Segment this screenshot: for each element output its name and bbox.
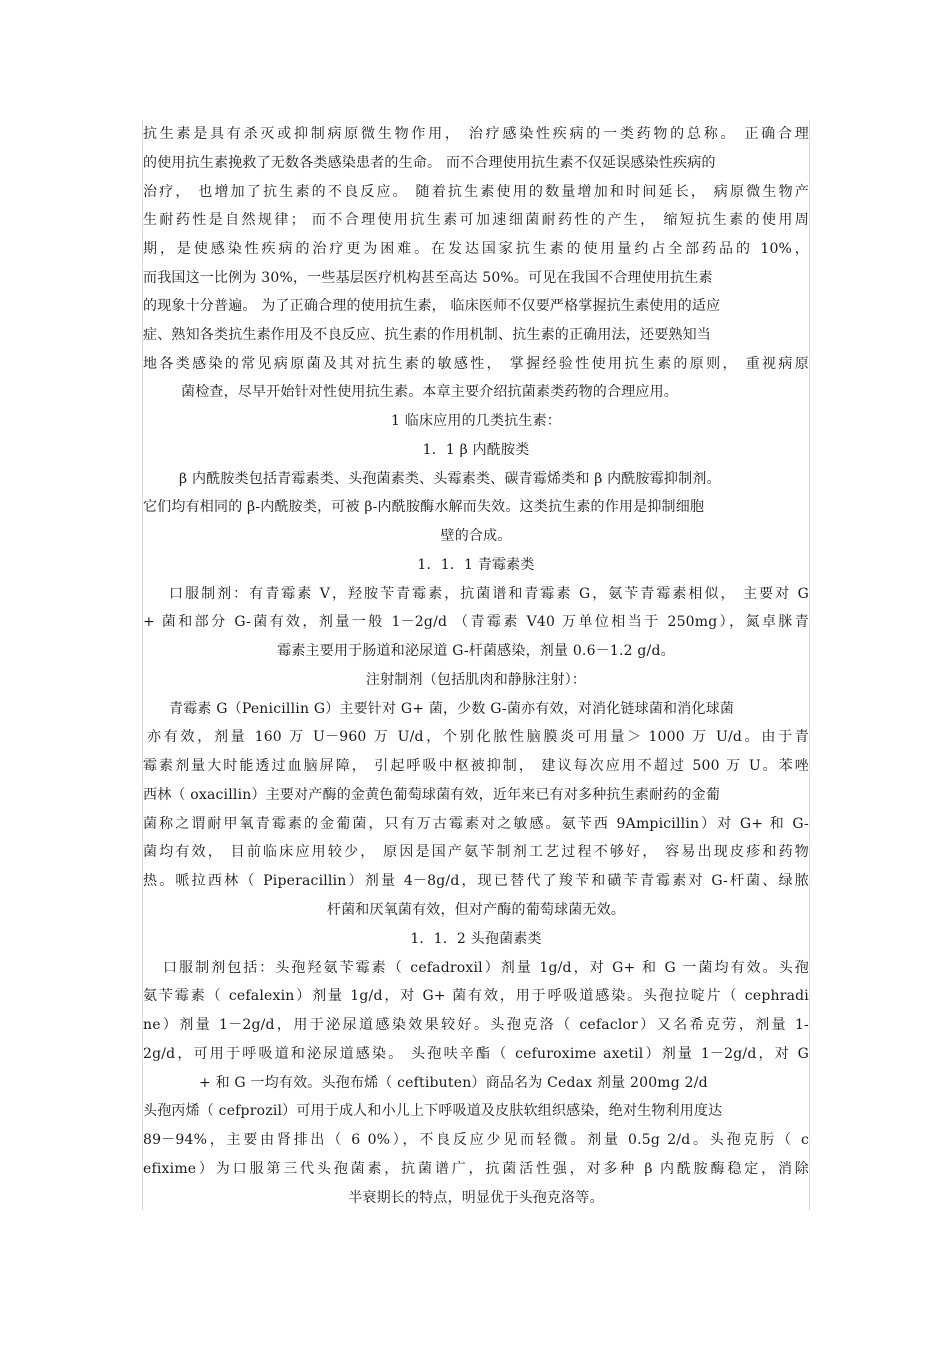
text-line: 1．1．2 头孢菌素类 xyxy=(410,931,542,947)
text-line: 菌均有效， 目前临床应用较少， 原因是国产氨苄制剂工艺过程不够好， 容易出现皮疹和药物 xyxy=(143,844,809,860)
text-line: 它们均有相同的 β-内酰胺类，可被 β-内酰胺酶水解而失效。这类抗生素的作用是抑制细胞 xyxy=(143,499,705,515)
text-line: 1．1．1 青霉素类 xyxy=(417,557,535,573)
text-line: efixime）为口服第三代头孢菌素，抗菌谱广，抗菌活性强，对多种 β 内酰胺酶稳定，消除 xyxy=(143,1161,809,1177)
text-line: 生耐药性是自然规律； 而不合理使用抗生素可加速细菌耐药性的产生， 缩短抗生素的使用周 xyxy=(143,212,809,228)
text-line: 治疗， 也增加了抗生素的不良反应。 随着抗生素使用的数量增加和时间延长， 病原微生物产 xyxy=(143,184,809,200)
text-line: 口服制剂：有青霉素 V，羟胺苄青霉素，抗菌谱和青霉素 G，氨苄青霉素相似， 主要对 G xyxy=(169,586,809,602)
text-line: 1 临床应用的几类抗生素： xyxy=(391,413,561,429)
text-line: 壁的合成。 xyxy=(440,528,512,544)
text-line: 杆菌和厌氧菌有效，但对产酶的葡萄球菌无效。 xyxy=(326,902,626,918)
text-line: 症、熟知各类抗生素作用及不良反应、抗生素的作用机制、抗生素的正确用法，还要熟知当 xyxy=(143,327,711,343)
text-line: + 和 G 一均有效。头孢布烯（ ceftibuten）商品名为 Cedax 剂量 200mg 2/d xyxy=(199,1075,708,1091)
text-line: β 内酰胺类包括青霉素类、头孢菌素类、头霉素类、碳青霉烯类和 β 内酰胺霉抑制剂。 xyxy=(179,471,721,487)
text-line: 半衰期长的特点，明显优于头孢克洛等。 xyxy=(348,1190,604,1206)
text-line: 霉素主要用于肠道和泌尿道 G-杆菌感染，剂量 0.6－1.2 g/d。 xyxy=(277,643,675,659)
text-line: 的现象十分普遍。 为了正确合理的使用抗生素， 临床医师不仅要严格掌握抗生素使用的适应 xyxy=(143,298,721,314)
text-line: 地各类感染的常见病原菌及其对抗生素的敏感性， 掌握经验性使用抗生素的原则， 重视病原 xyxy=(143,356,809,372)
text-line: 1．1 β 内酰胺类 xyxy=(422,442,530,458)
text-line: 菌称之谓耐甲氧青霉素的金葡菌，只有万古霉素对之敏感。氨苄西 9Ampicillin）对 G+ 和 G- xyxy=(143,816,809,832)
text-line: + 菌和部分 G-菌有效，剂量一般 1－2g/d （青霉素 V40 万单位相当于 250mg），氮卓脒青 xyxy=(143,614,809,630)
text-line: 注射制剂（包括肌肉和静脉注射）： xyxy=(365,672,587,688)
text-line: 青霉素 G（Penicillin G）主要针对 G+ 菌，少数 G-菌亦有效，对消化链球菌和消化球菌 xyxy=(169,701,735,717)
text-line: ne）剂量 1－2g/d，用于泌尿道感染效果较好。头孢克洛（ cefaclor）又名希克劳，剂量 1- xyxy=(143,1017,809,1033)
document-page xyxy=(142,120,810,1210)
text-line: 89－94%，主要由肾排出（ 6 0%），不良反应少见而轻微。剂量 0.5g 2/d。头孢克肟（ c xyxy=(143,1132,809,1148)
text-line: 亦有效，剂量 160 万 U－960 万 U/d，个别化脓性脑膜炎可用量＞ 1000 万 U/d。由于青 xyxy=(147,729,809,745)
text-line: 2g/d，可用于呼吸道和泌尿道感染。 头孢呋辛酯（ cefuroxime axetil）剂量 1－2g/d，对 G xyxy=(143,1046,809,1062)
text-line: 头孢丙烯（ cefprozil）可用于成人和小儿上下呼吸道及皮肤软组织感染，绝对生物利用度达 xyxy=(143,1103,723,1119)
text-line: 西林（ oxacillin）主要对产酶的金黄色葡萄球菌有效，近年来已有对多种抗生素耐药的金葡 xyxy=(143,787,721,803)
text-line: 口服制剂包括：头孢羟氨苄霉素（ cefadroxil）剂量 1g/d，对 G+ 和 G 一菌均有效。头孢 xyxy=(163,960,809,976)
text-line: 的使用抗生素挽救了无数各类感染患者的生命。 而不合理使用抗生素不仅延误感染性疾病的 xyxy=(143,155,716,171)
text-line: 热。哌拉西林（ Piperacillin）剂量 4－8g/d，现已替代了羧苄和磺苄青霉素对 G-杆菌、绿脓 xyxy=(143,873,809,889)
text-line: 而我国这一比例为 30%，一些基层医疗机构甚至高达 50%。可见在我国不合理使用抗生素 xyxy=(143,270,713,286)
text-line: 菌检查，尽早开始针对性使用抗生素。本章主要介绍抗菌素类药物的合理应用。 xyxy=(181,384,678,400)
text-line: 抗生素是具有杀灭或抑制病原微生物作用， 治疗感染性疾病的一类药物的总称。 正确合理 xyxy=(143,126,809,142)
text-line: 氨苄霉素（ cefalexin）剂量 1g/d，对 G+ 菌有效，用于呼吸道感染。头孢拉啶片（ cephradi xyxy=(143,988,809,1004)
text-line: 霉素剂量大时能透过血脑屏障， 引起呼吸中枢被抑制， 建议每次应用不超过 500 万 U。苯唑 xyxy=(143,758,809,774)
text-line: 期，是使感染性疾病的治疗更为困难。在发达国家抗生素的使用量约占全部药品的 10%， xyxy=(143,241,809,257)
